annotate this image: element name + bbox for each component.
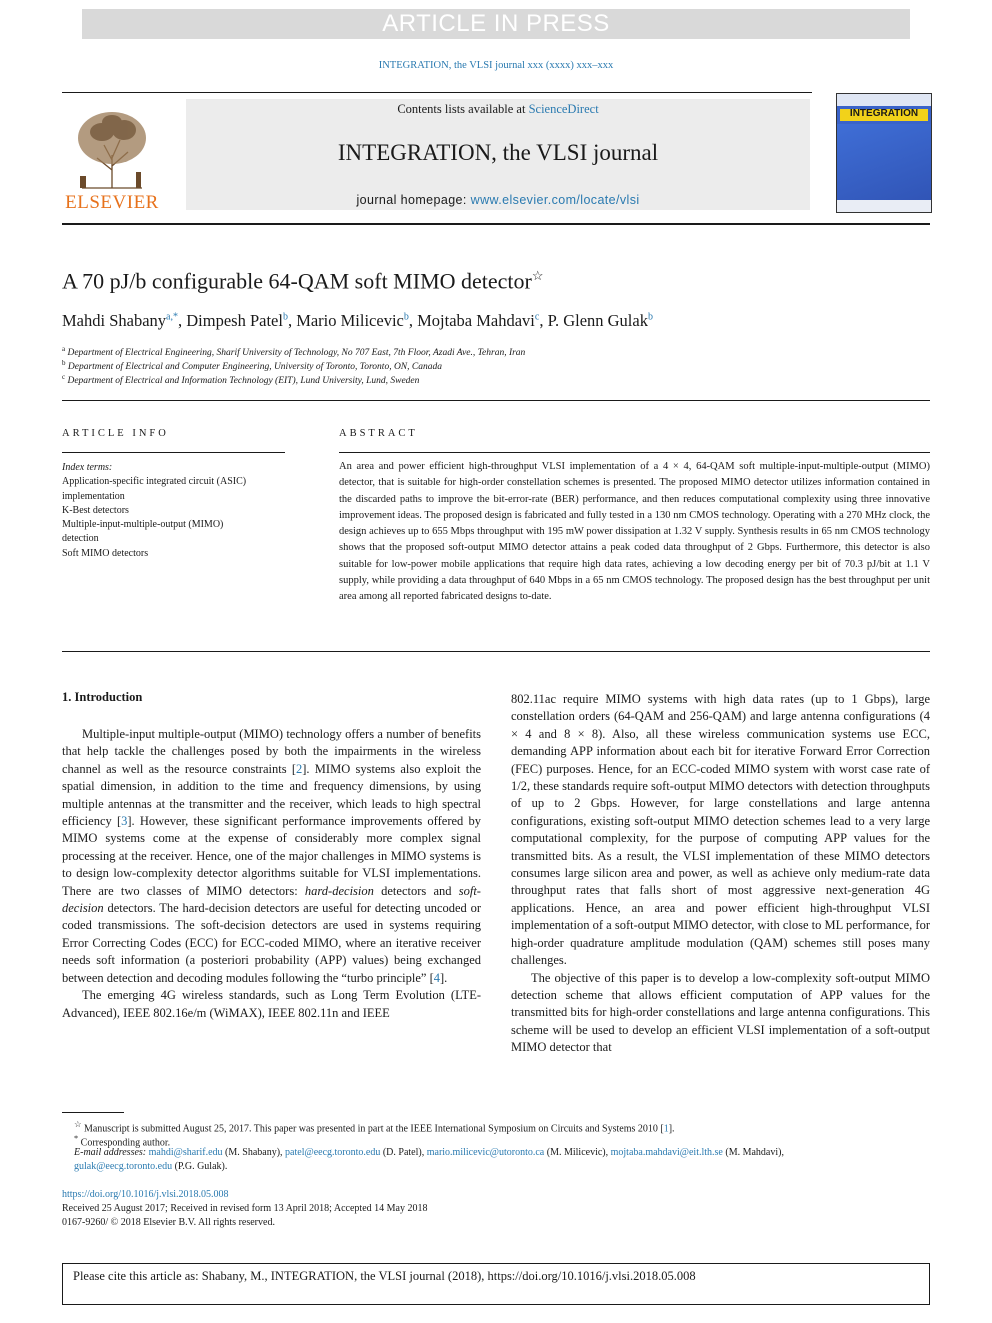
text-run: Multiple-input multiple-output (MIMO) technology offers a number of benefits that help tackle the challenges posed by both the impairments in the wireless channel as well as the resource constraints [ bbox=[62, 727, 481, 776]
received-dates: Received 25 August 2017; Received in revised form 13 April 2018; Accepted 14 May 2018 bbox=[62, 1203, 428, 1214]
affiliation-text: Department of Electrical and Computer Engineering, University of Toronto, Toronto, ON, Canada bbox=[67, 362, 442, 373]
text-run: Manuscript is submitted August 25, 2017. This paper was presented in part at the IEEE International Symposium on Circuits and Systems 2010 [ bbox=[83, 1123, 664, 1135]
footnote-emails bbox=[62, 1146, 934, 1174]
elsevier-wordmark: ELSEVIER bbox=[65, 192, 159, 213]
email-label: E-mail addresses: bbox=[74, 1147, 147, 1158]
affiliation-text: Department of Electrical Engineering, Sharif University of Technology, No 707 East, 7th Floor, Azadi Ave., Tehran, Iran bbox=[67, 348, 526, 359]
header-bottom-rule bbox=[62, 223, 930, 225]
emphasis: soft-decision bbox=[62, 883, 481, 916]
keyword: Soft MIMO detectors bbox=[62, 547, 149, 559]
keywords-block bbox=[62, 461, 292, 561]
copyright-line: 0167-9260/ © 2018 Elsevier B.V. All rights reserved. bbox=[62, 1217, 275, 1228]
text-run: ]. bbox=[668, 1123, 675, 1135]
email-owner: (M. Milicevic), bbox=[544, 1147, 611, 1158]
affiliation-sup: b bbox=[62, 359, 66, 367]
cover-bottom-strip bbox=[837, 200, 931, 212]
affiliation bbox=[62, 359, 442, 372]
body-left-column bbox=[62, 726, 481, 1022]
citation-box bbox=[62, 1263, 930, 1305]
article-title bbox=[62, 268, 544, 294]
sciencedirect-link[interactable]: ScienceDirect bbox=[528, 102, 599, 116]
author-name[interactable]: P. Glenn Gulak bbox=[547, 311, 648, 330]
footnote-star-mark: ☆ bbox=[74, 1120, 82, 1129]
citation-link[interactable]: 4 bbox=[433, 970, 441, 985]
affiliation-text: Department of Electrical and Information Technology (EIT), Lund University, Lund, Sweden bbox=[67, 376, 420, 387]
body-paragraph: The emerging 4G wireless standards, such as Long Term Evolution (LTE-Advanced), IEEE 802.16e/m (WiMAX), IEEE 802.11n and IEEE bbox=[62, 988, 481, 1020]
email-link[interactable]: mojtaba.mahdavi@eit.lth.se bbox=[610, 1147, 723, 1158]
citation-link[interactable]: 3 bbox=[121, 814, 128, 829]
body-right-column bbox=[511, 691, 930, 1057]
body-paragraph: The objective of this paper is to develop a low-complexity soft-output MIMO detection scheme that allows efficient computation of APP values for the transmitted bits for high-order constellations and large antenna configurations. This scheme will be used to develop an efficient VLSI implementation of a soft-output MIMO detector that bbox=[511, 970, 930, 1055]
email-link[interactable]: mahdi@sharif.edu bbox=[148, 1147, 223, 1158]
citation-text[interactable]: Please cite this article as: Shabany, M., INTEGRATION, the VLSI journal (2018), https://doi.org/10.1016/j.vlsi.2018.05.008 bbox=[73, 1269, 696, 1283]
affiliation-sup: c bbox=[62, 373, 66, 381]
text-run: detectors and bbox=[373, 883, 459, 898]
email-link[interactable]: patel@eecg.toronto.edu bbox=[285, 1147, 381, 1158]
index-terms-label: Index terms: bbox=[62, 462, 113, 473]
citation-link[interactable]: 2 bbox=[296, 761, 303, 776]
article-in-press-banner: ARTICLE IN PRESS bbox=[82, 9, 910, 39]
author-affil-sup[interactable]: b bbox=[282, 311, 288, 323]
text-run: ]. However, these significant performance improvements offered by MIMO systems come at the expense of considerably more complex signal processing at the receiver. Hence, one of the major challenges in MIMO systems is to design low-complexity detector algorithms suitable for VLSI implementations. There are two classes of MIMO detectors: bbox=[62, 814, 481, 898]
email-owner: (D. Patel), bbox=[380, 1147, 427, 1158]
keyword: implementation bbox=[62, 490, 125, 502]
abstract-heading: ABSTRACT bbox=[339, 428, 418, 439]
author-affil-sup[interactable]: b bbox=[403, 311, 409, 323]
email-link[interactable]: mario.milicevic@utoronto.ca bbox=[426, 1147, 545, 1158]
header-top-rule bbox=[62, 92, 812, 93]
section-rule bbox=[62, 651, 930, 652]
section-rule bbox=[62, 400, 930, 401]
author-name[interactable]: Dimpesh Patel bbox=[186, 311, 283, 330]
email-link[interactable]: gulak@eecg.toronto.edu bbox=[74, 1161, 173, 1172]
email-owner: (P.G. Gulak). bbox=[172, 1161, 228, 1172]
cover-art bbox=[837, 124, 931, 212]
keyword: Multiple-input-multiple-output (MIMO) bbox=[62, 519, 224, 531]
author-separator: , bbox=[539, 311, 548, 330]
text-run: detectors. The hard-decision detectors are useful for detecting uncoded or coded transmissions. The soft-decision detectors are used in systems requiring Error Correcting Codes (ECC) for ECC-coded MIMO, where an iterative receiver needs soft information (a posteriori probability (APP) values) being exchanged between detection and decoding modules following the “turbo principle” [ bbox=[62, 901, 481, 985]
author-affil-sup[interactable]: c bbox=[534, 311, 540, 323]
author-separator: , bbox=[408, 311, 418, 330]
author-name[interactable]: Mario Milicevic bbox=[296, 311, 404, 330]
title-footnote-mark[interactable]: ☆ bbox=[531, 268, 544, 283]
keyword: K-Best detectors bbox=[62, 504, 129, 516]
contents-prefix: Contents lists available at bbox=[397, 102, 529, 116]
author-separator: , bbox=[287, 311, 297, 330]
keyword: detection bbox=[62, 533, 99, 545]
cover-title: INTEGRATION bbox=[849, 108, 919, 119]
article-info-rule bbox=[62, 452, 285, 453]
email-owner: (M. Mahdavi), bbox=[722, 1147, 784, 1158]
text-run: ]. bbox=[440, 970, 448, 985]
emphasis: hard-decision bbox=[304, 883, 374, 898]
homepage-link[interactable]: www.elsevier.com/locate/vlsi bbox=[470, 193, 640, 207]
journal-title: INTEGRATION, the VLSI journal bbox=[337, 140, 659, 165]
journal-reference[interactable]: INTEGRATION, the VLSI journal xxx (xxxx) xxx–xxx bbox=[378, 60, 614, 71]
body-paragraph: 802.11ac require MIMO systems with high data rates (up to 1 Gbps), large constellation orders (64-QAM and 256-QAM) and large antenna configurations (4 × 4 and 8 × 8). Also, all these wireless communication systems use ECC, demanding APP information about each bit for iterative Forward Error Correction (FEC) purposes. Hence, for an ECC-coded MIMO system with worst case rate of 1/2, these standards require soft-output MIMO detectors with detection throughputs of up to 2 Gbps. However, for large constellations and large antenna configurations, existing soft-output MIMO detection schemes lead to a very large computational complexity, for the purpose of computing APP values for the transmitted bits. As a result, the VLSI implementation of these MIMO detectors consumes large silicon area and power, as well as achieve only medium-rate data throughput rates that falls short of most aggressive next-generation 4G applications. Hence, an area and power efficient high-throughput VLSI implementation of a soft-output MIMO detector, with close to ML performance, for high-order quadrature amplitude modulation (QAM) schemes still poses many challenges. bbox=[511, 692, 930, 968]
article-title-text: A 70 pJ/b configurable 64-QAM soft MIMO detector bbox=[62, 268, 532, 294]
author-name[interactable]: Mahdi Shabany bbox=[62, 311, 167, 330]
author-affil-sup[interactable]: a,* bbox=[166, 311, 178, 323]
affiliation bbox=[62, 345, 525, 358]
affiliation-sup: a bbox=[62, 345, 66, 353]
keyword: Application-specific integrated circuit (ASIC) bbox=[62, 476, 247, 488]
introduction-heading: 1. Introduction bbox=[62, 690, 143, 704]
contents-lists-line bbox=[186, 102, 810, 117]
affiliation bbox=[62, 373, 419, 386]
footnote-rule bbox=[62, 1112, 124, 1113]
doi-link[interactable]: https://doi.org/10.1016/j.vlsi.2018.05.008 bbox=[62, 1189, 229, 1200]
abstract-text: An area and power efficient high-throughput VLSI implementation of a 4 × 4, 64-QAM soft multiple-input-multiple-output (MIMO) detector, that is suitable for high-order constellation schemes is presented. The proposed MIMO detector utilizes information contained in the discarded paths to improve the bit-error-rate (BER) performance, and then reduces computational complexity using three innovative improvement ideas. The proposed design is fabricated and fully tested in a 130 nm CMOS technology. Operating with a 270 MHz clock, the design achieves up to 655 Mbps throughput with 195 mW power dissipation at 1.32 V supply. Synthesis results in 65 nm CMOS technology shows that the proposed soft-output MIMO detector attains a peak coded data throughput of 2 Gbps. Furthermore, this detector is also suitable for low-power mobile applications that require high data rates, achieving a low decoding energy per bit of 70.3 pJ/bit at 1.1 V supply, while providing a data throughput of 640 Mbps in a 65 nm CMOS technology. The proposed design has the best throughput per unit area among all reported fabricated designs to-date. bbox=[339, 461, 930, 603]
text-run: Corresponding author. bbox=[80, 1137, 171, 1149]
abstract-rule bbox=[339, 452, 930, 453]
citation-link[interactable]: 1 bbox=[663, 1123, 669, 1135]
homepage-prefix: journal homepage: bbox=[356, 193, 471, 207]
author-list bbox=[62, 311, 653, 331]
footnote-corr-mark: * bbox=[74, 1134, 79, 1143]
body-paragraph bbox=[62, 726, 481, 987]
text-run: ]. MIMO systems also exploit the spatial dimension, in addition to the time and frequency dimensions, by using multiple antennas at the transmitter and the receiver, which leads to high spectral efficiency [ bbox=[62, 761, 481, 829]
author-name[interactable]: Mojtaba Mahdavi bbox=[417, 311, 535, 330]
journal-cover-thumbnail[interactable] bbox=[836, 93, 932, 213]
cover-top-strip bbox=[837, 94, 931, 106]
author-affil-sup[interactable]: b bbox=[647, 311, 653, 323]
article-info-heading: ARTICLE INFO bbox=[62, 428, 169, 439]
email-owner: (M. Shabany), bbox=[222, 1147, 286, 1158]
journal-homepage-line bbox=[186, 193, 810, 207]
author-separator: , bbox=[177, 311, 187, 330]
